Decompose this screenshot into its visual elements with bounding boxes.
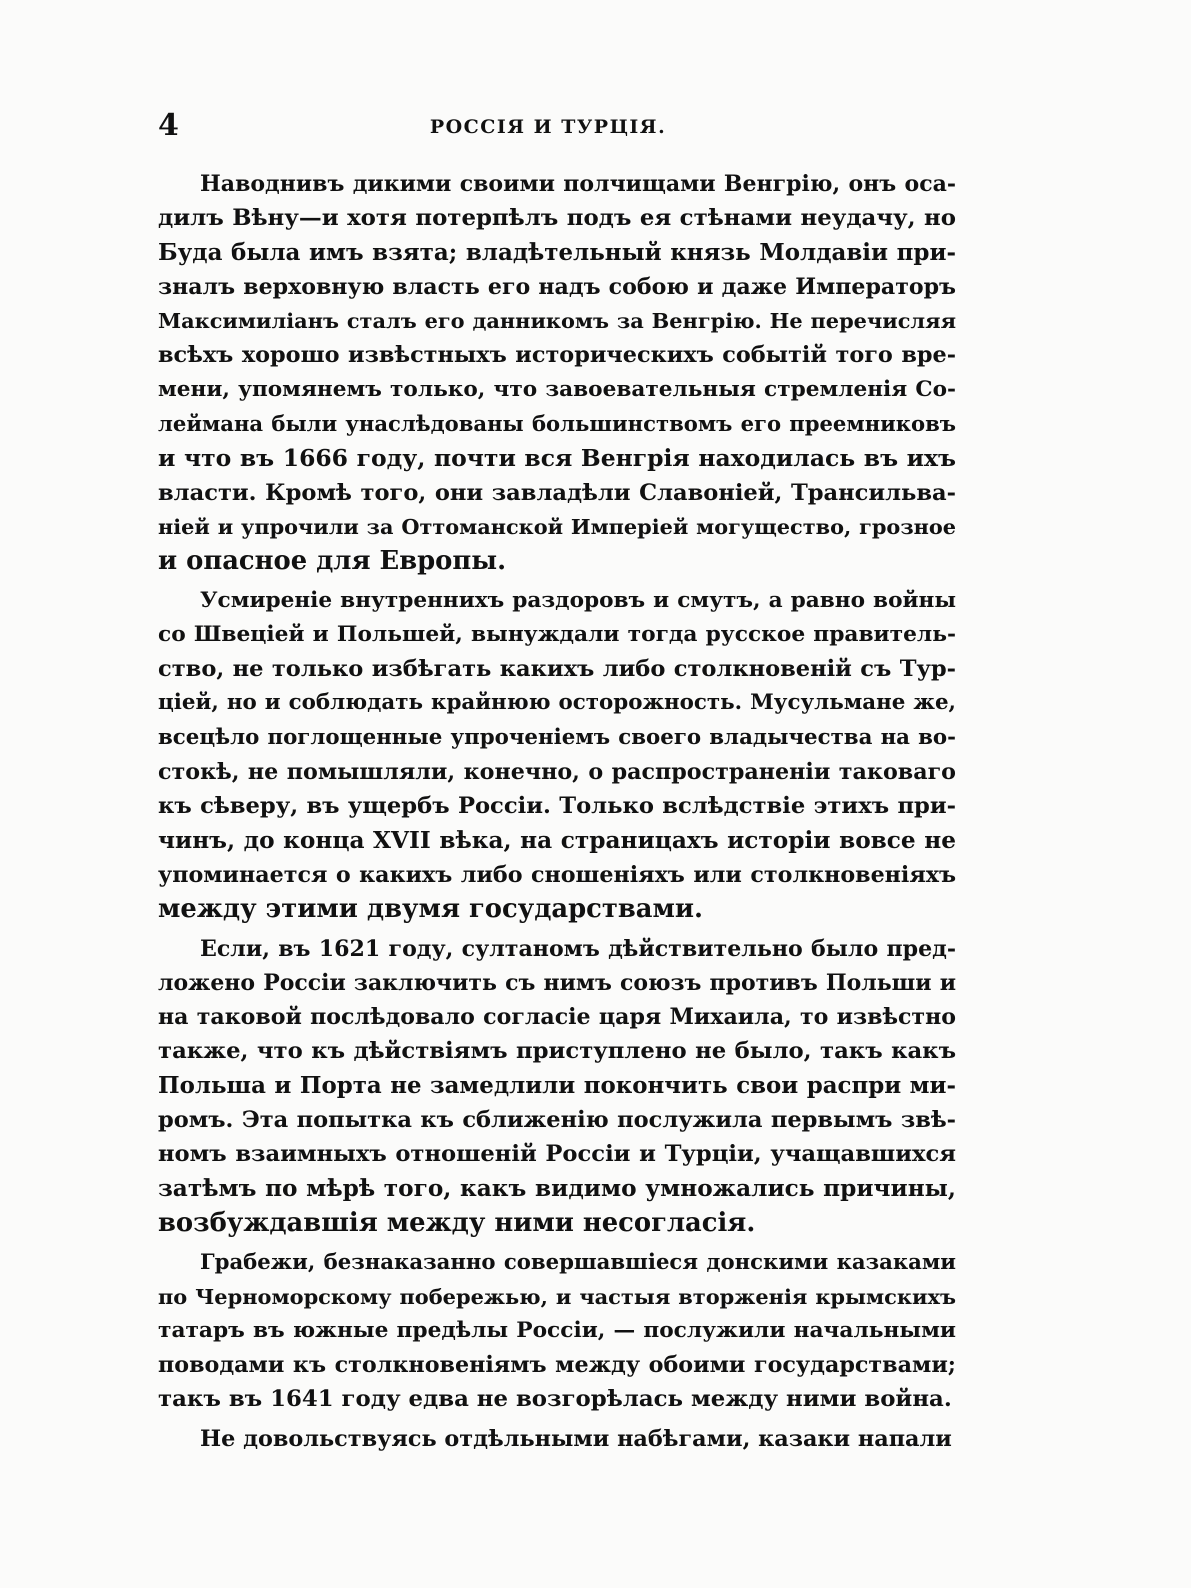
text-line: всецѣло поглощенные упроченіемъ своего владычества на во- <box>158 724 956 750</box>
text-line: власти. Кромѣ того, они завладѣли Славоніей, Трансильва- <box>158 479 956 506</box>
text-line: стокѣ, не помышляли, конечно, о распространеніи таковаго <box>158 759 956 786</box>
text-line: Наводнивъ дикими своими полчищами Венгрію, онъ оса- <box>200 171 956 197</box>
text-line: Если, въ 1621 году, султаномъ дѣйствительно было пред- <box>200 935 956 962</box>
text-line: также, что къ дѣйствіямъ приступлено не было, такъ какъ <box>158 1038 956 1065</box>
paragraph <box>158 1245 956 1416</box>
text-line: ніей и упрочили за Оттоманской Имперіей могущество, грозное <box>158 513 956 539</box>
text-line: и опасное для Европы. <box>158 546 507 577</box>
text-line: Буда была имъ взята; владѣтельный князь Молдавіи при- <box>158 238 956 266</box>
page-header <box>158 108 958 148</box>
text-line: ромъ. Эта попытка къ сближенію послужила первымъ звѣ- <box>158 1107 956 1134</box>
text-line: дилъ Вѣну—и хотя потерпѣлъ подъ ея стѣнами неудачу, но <box>158 205 956 232</box>
running-title: РОССІЯ И ТУРЦІЯ. <box>429 116 667 138</box>
text-line: и что въ 1666 году, почти вся Венгрія находилась въ ихъ <box>158 444 956 473</box>
text-line: зналъ верховную власть его надъ собою и даже Императоръ <box>158 273 956 300</box>
text-line: упоминается о какихъ либо сношеніяхъ или столкновеніяхъ <box>158 861 956 888</box>
text-line: къ сѣверу, въ ущербъ Россіи. Только вслѣдствіе этихъ при- <box>158 793 956 820</box>
text-line: между этими двумя государствами. <box>158 894 704 925</box>
text-line: мени, упомянемъ только, что завоевательныя стремленія Со- <box>158 376 956 402</box>
text-line: возбуждавшія между ними несогласія. <box>158 1207 756 1238</box>
body-text <box>158 167 956 1461</box>
text-line: ціей, но и соблюдать крайнюю осторожность. Мусульмане же, <box>158 690 956 716</box>
paragraph <box>158 167 956 579</box>
text-line: такъ въ 1641 году едва не возгорѣлась между ними война. <box>158 1386 952 1413</box>
text-line: поводами къ столкновеніямъ между обоими государствами; <box>158 1352 956 1379</box>
text-line: затѣмъ по мѣрѣ того, какъ видимо умножались причины, <box>158 1174 956 1202</box>
text-line: всѣхъ хорошо извѣстныхъ историческихъ событій того вре- <box>158 342 956 369</box>
text-line: ство, не только избѣгать какихъ либо столкновеній съ Тур- <box>158 656 956 683</box>
text-line: Польша и Порта не замедлили покончить свои распри ми- <box>158 1072 956 1099</box>
paragraph <box>158 1422 956 1456</box>
text-line: Усмиреніе внутреннихъ раздоровъ и смутъ, а равно войны <box>200 587 956 613</box>
text-line: Максимиліанъ сталъ его данникомъ за Венгрію. Не перечисляя <box>158 308 956 334</box>
text-line: номъ взаимныхъ отношеній Россіи и Турціи, учащавшихся <box>158 1141 956 1168</box>
text-line: ложено Россіи заключить съ нимъ союзъ противъ Польши и <box>158 969 956 996</box>
text-line: со Швеціей и Польшей, вынуждали тогда русское правитель- <box>158 621 956 647</box>
text-line: чинъ, до конца XVII вѣка, на страницахъ исторіи вовсе не <box>158 826 956 854</box>
page-number: 4 <box>158 108 179 143</box>
paragraph <box>158 932 956 1241</box>
text-line: на таковой послѣдовало согласіе царя Михаила, то извѣстно <box>158 1004 956 1031</box>
text-line: татаръ въ южные предѣлы Россіи, — послужили начальными <box>158 1317 956 1343</box>
text-line: по Черноморскому побережью, и частыя вторженія крымскихъ <box>158 1283 956 1309</box>
paragraph <box>158 584 956 927</box>
text-line: Грабежи, безнаказанно совершавшіеся донскими казаками <box>200 1249 956 1275</box>
text-line: Не довольствуясь отдѣльными набѣгами, казаки напали <box>200 1425 952 1452</box>
text-line: леймана были унаслѣдованы большинствомъ его преемниковъ <box>158 411 956 437</box>
